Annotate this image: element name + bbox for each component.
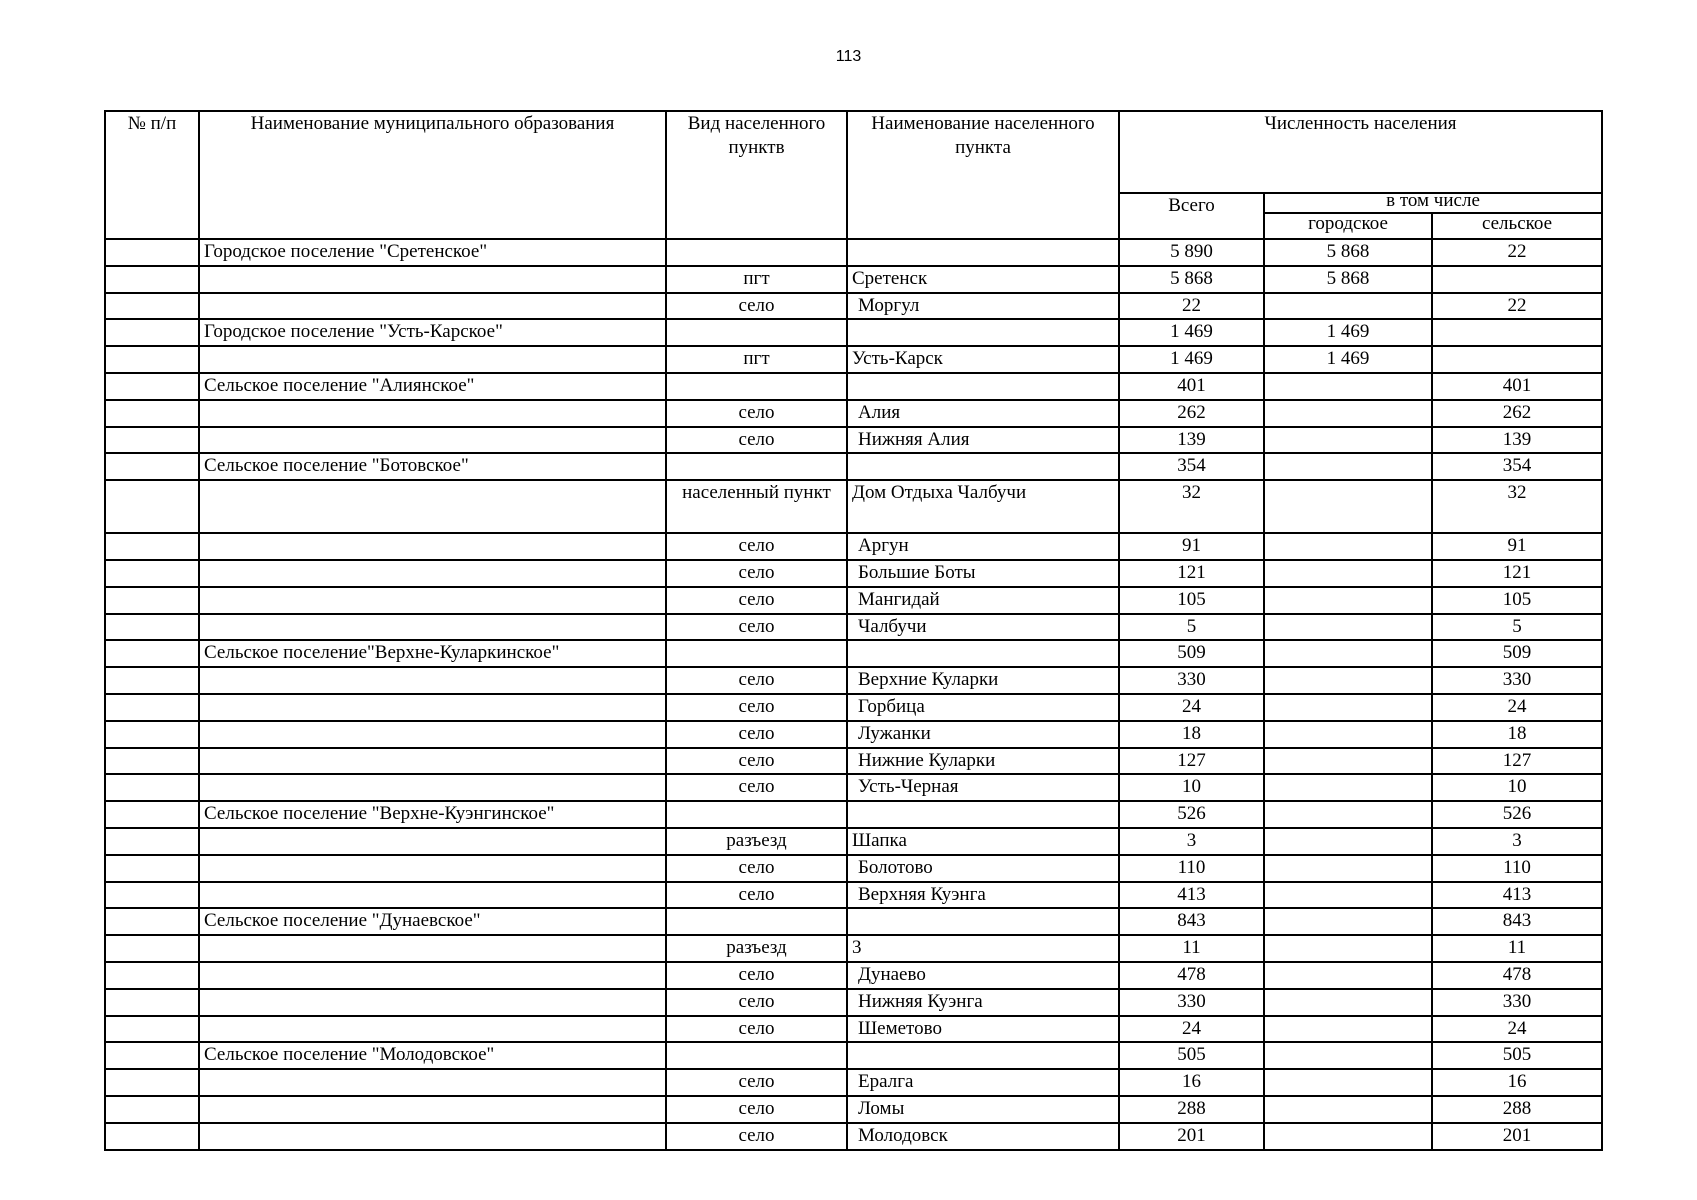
cell-rural: 526 [1432, 801, 1602, 828]
table-row [105, 828, 1602, 855]
table-row [105, 721, 1602, 748]
header-municipality: Наименование муниципального образования [199, 111, 666, 239]
cell-rural: 509 [1432, 640, 1602, 667]
cell-type: разъезд [666, 935, 847, 962]
cell-municipality [199, 560, 666, 587]
cell-type: село [666, 1096, 847, 1123]
cell-municipality [199, 774, 666, 801]
cell-rural: 22 [1432, 239, 1602, 266]
table-row [105, 319, 1602, 346]
cell-num [105, 801, 199, 828]
header-rural: сельское [1432, 213, 1602, 239]
cell-total: 5 890 [1119, 239, 1264, 266]
cell-type: село [666, 400, 847, 427]
cell-type: село [666, 587, 847, 614]
table-row [105, 239, 1602, 266]
cell-urban [1264, 667, 1432, 694]
table-row [105, 400, 1602, 427]
cell-municipality [199, 1069, 666, 1096]
cell-municipality [199, 667, 666, 694]
cell-rural: 288 [1432, 1096, 1602, 1123]
cell-rural: 127 [1432, 748, 1602, 775]
cell-total: 505 [1119, 1042, 1264, 1069]
cell-type [666, 640, 847, 667]
cell-settlement [847, 640, 1119, 667]
cell-type [666, 1042, 847, 1069]
cell-num [105, 667, 199, 694]
cell-type [666, 453, 847, 480]
cell-municipality: Сельское поселение"Верхне-Куларкинское" [199, 640, 666, 667]
cell-urban [1264, 533, 1432, 560]
cell-rural [1432, 319, 1602, 346]
table-row [105, 774, 1602, 801]
cell-municipality [199, 882, 666, 909]
cell-type: село [666, 694, 847, 721]
cell-rural: 16 [1432, 1069, 1602, 1096]
cell-num [105, 560, 199, 587]
cell-type: пгт [666, 266, 847, 293]
cell-settlement [847, 373, 1119, 400]
header-population: Численность населения [1119, 111, 1602, 193]
cell-urban [1264, 373, 1432, 400]
table-row [105, 587, 1602, 614]
cell-urban: 1 469 [1264, 319, 1432, 346]
table-row [105, 667, 1602, 694]
cell-num [105, 828, 199, 855]
cell-settlement: Усть-Черная [847, 774, 1119, 801]
cell-num [105, 1042, 199, 1069]
cell-municipality [199, 1096, 666, 1123]
cell-total: 127 [1119, 748, 1264, 775]
cell-settlement: Молодовск [847, 1123, 1119, 1150]
cell-settlement [847, 453, 1119, 480]
cell-settlement: Сретенск [847, 266, 1119, 293]
cell-settlement [847, 1042, 1119, 1069]
cell-rural: 413 [1432, 882, 1602, 909]
cell-num [105, 293, 199, 320]
cell-urban [1264, 721, 1432, 748]
cell-urban: 1 469 [1264, 346, 1432, 373]
header-urban: городское [1264, 213, 1432, 239]
cell-total: 478 [1119, 962, 1264, 989]
cell-urban [1264, 694, 1432, 721]
table-row [105, 989, 1602, 1016]
cell-urban [1264, 882, 1432, 909]
cell-municipality [199, 293, 666, 320]
header-type: Вид населенного пунктв [666, 111, 847, 239]
cell-total: 262 [1119, 400, 1264, 427]
cell-urban [1264, 828, 1432, 855]
cell-type: село [666, 774, 847, 801]
cell-total: 843 [1119, 908, 1264, 935]
cell-municipality [199, 962, 666, 989]
cell-settlement: Алия [847, 400, 1119, 427]
cell-settlement: Мангидай [847, 587, 1119, 614]
header-settlement: Наименование населенного пункта [847, 111, 1119, 239]
cell-type: село [666, 962, 847, 989]
table-row [105, 748, 1602, 775]
table-row [105, 560, 1602, 587]
cell-settlement: Шапка [847, 828, 1119, 855]
cell-num [105, 239, 199, 266]
cell-type: село [666, 882, 847, 909]
table-row [105, 855, 1602, 882]
table-row [105, 480, 1602, 533]
cell-type: село [666, 427, 847, 454]
cell-municipality [199, 614, 666, 641]
cell-settlement: Верхние Куларки [847, 667, 1119, 694]
cell-municipality [199, 1123, 666, 1150]
header-num: № п/п [105, 111, 199, 239]
cell-rural: 10 [1432, 774, 1602, 801]
cell-type: пгт [666, 346, 847, 373]
cell-type: село [666, 721, 847, 748]
cell-total: 24 [1119, 1016, 1264, 1043]
cell-settlement: Ломы [847, 1096, 1119, 1123]
header-total: Всего [1119, 193, 1264, 239]
cell-municipality [199, 1016, 666, 1043]
cell-total: 288 [1119, 1096, 1264, 1123]
table-row [105, 614, 1602, 641]
cell-urban [1264, 1069, 1432, 1096]
cell-type: село [666, 293, 847, 320]
cell-rural: 3 [1432, 828, 1602, 855]
cell-num [105, 373, 199, 400]
cell-rural: 843 [1432, 908, 1602, 935]
cell-total: 32 [1119, 480, 1264, 533]
cell-rural: 505 [1432, 1042, 1602, 1069]
cell-municipality: Городское поселение "Сретенское" [199, 239, 666, 266]
cell-total: 526 [1119, 801, 1264, 828]
cell-num [105, 640, 199, 667]
cell-total: 1 469 [1119, 319, 1264, 346]
cell-urban [1264, 480, 1432, 533]
cell-municipality [199, 748, 666, 775]
cell-settlement: Верхняя Куэнга [847, 882, 1119, 909]
cell-total: 201 [1119, 1123, 1264, 1150]
cell-settlement: Нижние Куларки [847, 748, 1119, 775]
cell-rural: 32 [1432, 480, 1602, 533]
cell-num [105, 587, 199, 614]
cell-num [105, 721, 199, 748]
cell-total: 16 [1119, 1069, 1264, 1096]
cell-municipality [199, 427, 666, 454]
cell-urban [1264, 560, 1432, 587]
cell-urban [1264, 400, 1432, 427]
cell-municipality [199, 989, 666, 1016]
table-row [105, 373, 1602, 400]
cell-type [666, 908, 847, 935]
cell-settlement: Шеметово [847, 1016, 1119, 1043]
cell-settlement: 3 [847, 935, 1119, 962]
cell-type: село [666, 667, 847, 694]
cell-rural [1432, 266, 1602, 293]
table-row [105, 427, 1602, 454]
header-including: в том числе [1264, 193, 1602, 213]
cell-num [105, 855, 199, 882]
cell-municipality [199, 400, 666, 427]
cell-settlement: Дунаево [847, 962, 1119, 989]
cell-settlement [847, 319, 1119, 346]
cell-num [105, 266, 199, 293]
table-row [105, 801, 1602, 828]
cell-municipality [199, 694, 666, 721]
cell-total: 330 [1119, 989, 1264, 1016]
cell-settlement: Дом Отдыха Чалбучи [847, 480, 1119, 533]
cell-settlement: Ералга [847, 1069, 1119, 1096]
cell-municipality [199, 855, 666, 882]
cell-settlement [847, 908, 1119, 935]
cell-total: 105 [1119, 587, 1264, 614]
cell-rural: 121 [1432, 560, 1602, 587]
cell-rural: 11 [1432, 935, 1602, 962]
cell-rural: 110 [1432, 855, 1602, 882]
cell-municipality: Сельское поселение "Верхне-Куэнгинское" [199, 801, 666, 828]
cell-total: 11 [1119, 935, 1264, 962]
cell-urban [1264, 614, 1432, 641]
cell-settlement: Моргул [847, 293, 1119, 320]
cell-urban [1264, 293, 1432, 320]
table-row [105, 453, 1602, 480]
cell-total: 5 [1119, 614, 1264, 641]
cell-num [105, 480, 199, 533]
cell-settlement: Чалбучи [847, 614, 1119, 641]
cell-municipality [199, 266, 666, 293]
cell-num [105, 614, 199, 641]
cell-rural: 401 [1432, 373, 1602, 400]
cell-rural: 105 [1432, 587, 1602, 614]
cell-urban [1264, 855, 1432, 882]
cell-total: 10 [1119, 774, 1264, 801]
cell-settlement: Аргун [847, 533, 1119, 560]
cell-settlement: Горбица [847, 694, 1119, 721]
cell-urban [1264, 1016, 1432, 1043]
cell-num [105, 1123, 199, 1150]
cell-municipality: Сельское поселение "Ботовское" [199, 453, 666, 480]
cell-type: разъезд [666, 828, 847, 855]
cell-rural: 24 [1432, 694, 1602, 721]
cell-type [666, 239, 847, 266]
cell-total: 121 [1119, 560, 1264, 587]
cell-type: село [666, 748, 847, 775]
cell-urban [1264, 935, 1432, 962]
cell-urban [1264, 989, 1432, 1016]
table-row [105, 935, 1602, 962]
cell-settlement: Болотово [847, 855, 1119, 882]
table-row [105, 908, 1602, 935]
cell-num [105, 1096, 199, 1123]
cell-num [105, 774, 199, 801]
cell-urban [1264, 908, 1432, 935]
cell-rural: 330 [1432, 667, 1602, 694]
cell-municipality: Городское поселение "Усть-Карское" [199, 319, 666, 346]
cell-settlement: Усть-Карск [847, 346, 1119, 373]
cell-urban: 5 868 [1264, 239, 1432, 266]
cell-municipality: Сельское поселение "Алиянское" [199, 373, 666, 400]
cell-settlement: Нижняя Алия [847, 427, 1119, 454]
cell-num [105, 427, 199, 454]
cell-total: 401 [1119, 373, 1264, 400]
cell-municipality [199, 346, 666, 373]
cell-total: 18 [1119, 721, 1264, 748]
cell-rural: 354 [1432, 453, 1602, 480]
cell-num [105, 1016, 199, 1043]
cell-urban [1264, 453, 1432, 480]
cell-urban [1264, 427, 1432, 454]
cell-num [105, 453, 199, 480]
cell-type: село [666, 855, 847, 882]
cell-num [105, 1069, 199, 1096]
cell-rural: 330 [1432, 989, 1602, 1016]
table-row [105, 346, 1602, 373]
table-row [105, 293, 1602, 320]
cell-num [105, 908, 199, 935]
cell-type: село [666, 560, 847, 587]
page-number: 113 [835, 48, 862, 65]
table-row [105, 694, 1602, 721]
cell-rural: 22 [1432, 293, 1602, 320]
cell-rural: 24 [1432, 1016, 1602, 1043]
cell-urban [1264, 774, 1432, 801]
population-table [104, 110, 1603, 1151]
cell-municipality: Сельское поселение "Молодовское" [199, 1042, 666, 1069]
cell-municipality [199, 533, 666, 560]
cell-rural [1432, 346, 1602, 373]
cell-type: село [666, 614, 847, 641]
table-row [105, 1042, 1602, 1069]
cell-municipality [199, 587, 666, 614]
cell-num [105, 989, 199, 1016]
cell-type [666, 319, 847, 346]
cell-num [105, 319, 199, 346]
cell-type: село [666, 533, 847, 560]
cell-num [105, 935, 199, 962]
cell-rural: 139 [1432, 427, 1602, 454]
cell-type [666, 373, 847, 400]
cell-municipality: Сельское поселение "Дунаевское" [199, 908, 666, 935]
cell-rural: 18 [1432, 721, 1602, 748]
cell-total: 24 [1119, 694, 1264, 721]
table-body [105, 239, 1602, 1150]
cell-num [105, 533, 199, 560]
cell-total: 91 [1119, 533, 1264, 560]
cell-num [105, 400, 199, 427]
cell-total: 5 868 [1119, 266, 1264, 293]
cell-total: 509 [1119, 640, 1264, 667]
cell-rural: 262 [1432, 400, 1602, 427]
cell-urban [1264, 1123, 1432, 1150]
cell-urban [1264, 640, 1432, 667]
cell-total: 354 [1119, 453, 1264, 480]
cell-total: 1 469 [1119, 346, 1264, 373]
cell-settlement [847, 801, 1119, 828]
cell-type: село [666, 1016, 847, 1043]
table-row [105, 1123, 1602, 1150]
cell-total: 139 [1119, 427, 1264, 454]
cell-urban [1264, 1096, 1432, 1123]
cell-rural: 5 [1432, 614, 1602, 641]
cell-num [105, 962, 199, 989]
cell-municipality [199, 480, 666, 533]
cell-municipality [199, 935, 666, 962]
cell-type: село [666, 1123, 847, 1150]
table-row [105, 266, 1602, 293]
table-row [105, 640, 1602, 667]
cell-rural: 201 [1432, 1123, 1602, 1150]
cell-num [105, 694, 199, 721]
cell-num [105, 882, 199, 909]
cell-type: населенный пункт [666, 480, 847, 533]
cell-total: 413 [1119, 882, 1264, 909]
cell-num [105, 346, 199, 373]
cell-urban [1264, 1042, 1432, 1069]
table-row [105, 962, 1602, 989]
cell-urban [1264, 587, 1432, 614]
cell-type [666, 801, 847, 828]
cell-total: 3 [1119, 828, 1264, 855]
cell-urban [1264, 748, 1432, 775]
cell-type: село [666, 989, 847, 1016]
cell-settlement: Лужанки [847, 721, 1119, 748]
cell-municipality [199, 828, 666, 855]
cell-rural: 91 [1432, 533, 1602, 560]
cell-settlement [847, 239, 1119, 266]
table-row [105, 882, 1602, 909]
table-row [105, 533, 1602, 560]
table-row [105, 1096, 1602, 1123]
cell-total: 110 [1119, 855, 1264, 882]
cell-urban [1264, 962, 1432, 989]
cell-num [105, 748, 199, 775]
cell-total: 22 [1119, 293, 1264, 320]
cell-rural: 478 [1432, 962, 1602, 989]
cell-type: село [666, 1069, 847, 1096]
table-row [105, 1069, 1602, 1096]
table-row [105, 1016, 1602, 1043]
cell-municipality [199, 721, 666, 748]
cell-settlement: Нижняя Куэнга [847, 989, 1119, 1016]
cell-urban [1264, 801, 1432, 828]
cell-urban: 5 868 [1264, 266, 1432, 293]
cell-settlement: Большие Боты [847, 560, 1119, 587]
cell-total: 330 [1119, 667, 1264, 694]
